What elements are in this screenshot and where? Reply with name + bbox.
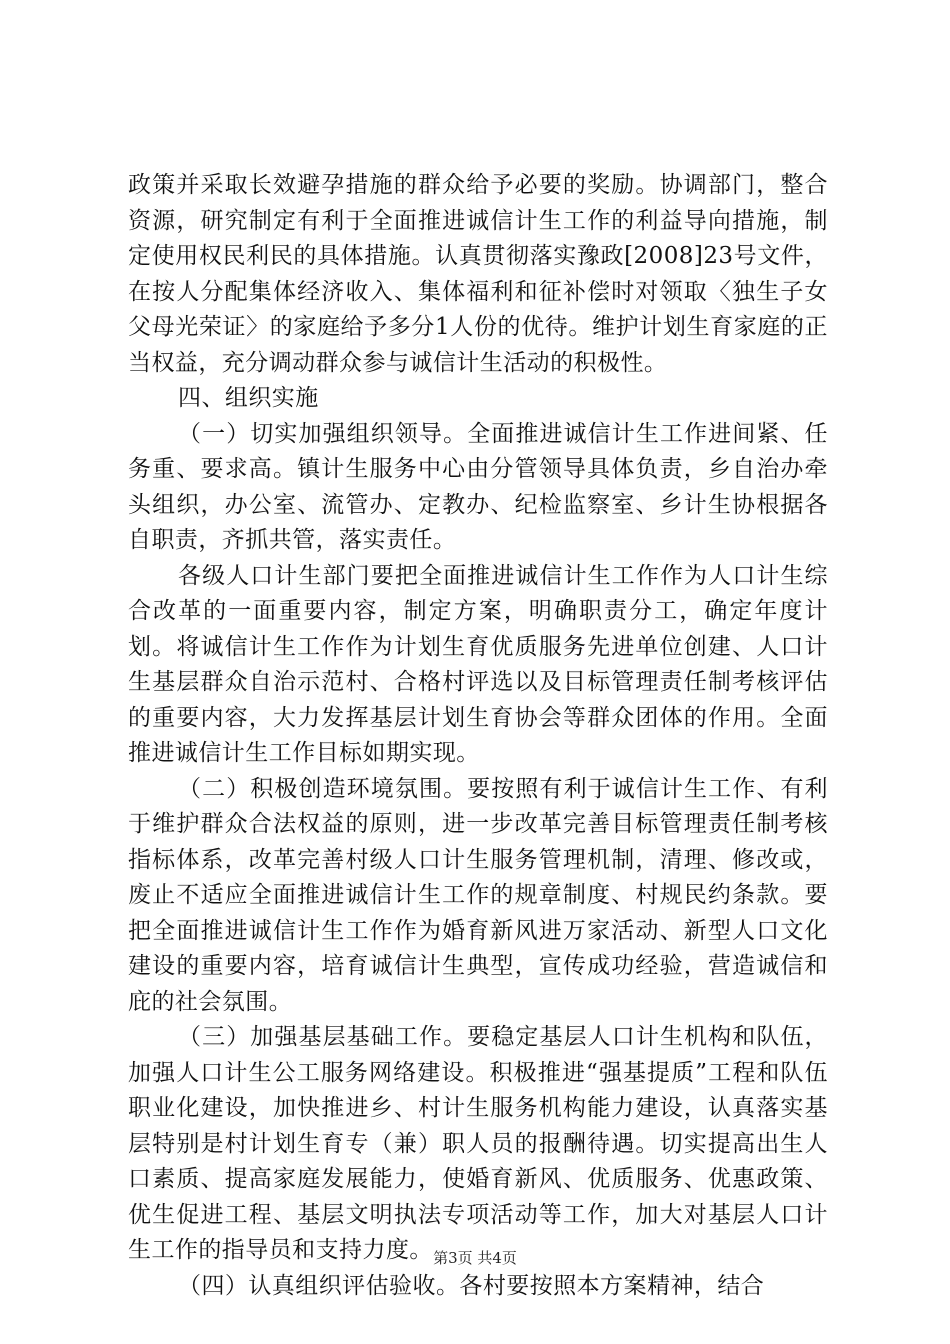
section-heading-implementation: 四、组织实施: [178, 385, 319, 411]
paragraph-departments: 各级人口计生部门要把全面推进诚信计生工作作为人口计生综合改革的一面重要内容，制定方案，明确职责分工，确定年度计划。将诚信计生工作作为计划生育优质服务先进单位创建、人口计生基层群众自治示范村、合格村评选以及目标管理责任制考核评估的重要内容，大力发挥基层计划生育协会等群众团体的作用。全面推进诚信计生工作目标如期实现。: [128, 562, 828, 766]
paragraph-grassroots: （三）加强基层基础工作。要稳定基层人口计生机构和队伍，加强人口计生公工服务网络建设。积极推进“强基提质”工程和队伍职业化建设，加快推进乡、村计生服务机构能力建设，认真落实基层特别是村计划生育专（兼）职人员的报酬待遇。切实提高出生人口素质、提高家庭发展能力，使婚育新风、优质服务、优惠政策、优生促进工程、基层文明执法专项活动等工作，加大对基层人口计生工作的指导员和支持力度。: [128, 1024, 828, 1263]
document-body: [128, 168, 828, 1304]
page-number-footer: 第3页 共4页: [433, 1249, 517, 1267]
paragraph-environment: （二）积极创造环境氛围。要按照有利于诚信计生工作、有利于维护群众合法权益的原则，进一步改革完善目标管理责任制考核指标体系，改革完善村级人口计生服务管理机制，清理、修改或，废止不适应全面推进诚信计生工作的规章制度、村规民约条款。要把全面推进诚信计生工作作为婚育新风进万家活动、新型人口文化建设的重要内容，培育诚信计生典型，宣传成功经验，营造诚信和庇的社会氛围。: [128, 775, 828, 1015]
paragraph-leadership: （一）切实加强组织领导。全面推进诚信计生工作进间紧、任务重、要求高。镇计生服务中心由分管领导具体负责，乡自治办牵头组织，办公室、流管办、定教办、纪检监察室、乡计生协根据各自职责，齐抓共管，落实责任。: [128, 420, 828, 553]
paragraph-incentives: 政策并采取长效避孕措施的群众给予必要的奖励。协调部门，整合资源，研究制定有利于全面推进诚信计生工作的利益导向措施，制定使用权民利民的具体措施。认真贯彻落实豫政[2008]23号文件，在按人分配集体经济收入、集体福利和征补偿时对领取〈独生子女父母光荣证〉的家庭给予多分1人份的优待。维护计划生育家庭的正当权益，充分调动群众参与诚信计生活动的积极性。: [128, 172, 828, 376]
paragraph-evaluation: （四）认真组织评估验收。各村要按照本方案精神，结合: [178, 1272, 765, 1299]
